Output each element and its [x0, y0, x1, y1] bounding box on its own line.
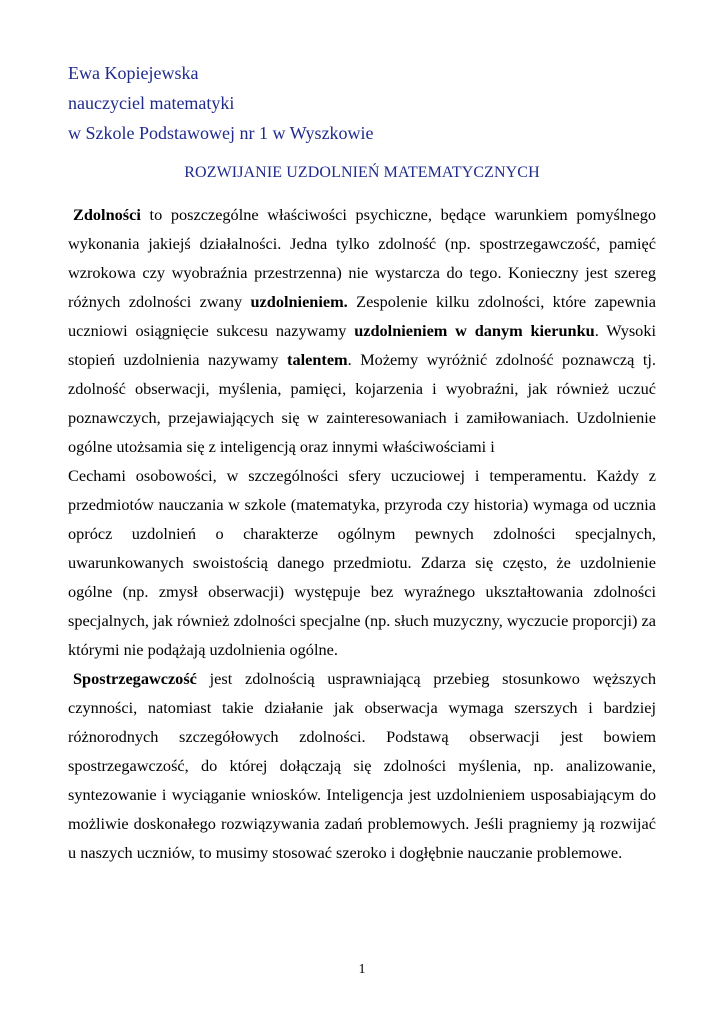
term-talent: talentem — [287, 350, 348, 369]
author-school: w Szkole Podstawowej nr 1 w Wyszkowie — [68, 123, 374, 143]
document-page — [68, 58, 656, 867]
term-zdolnosci: Zdolności — [73, 205, 141, 224]
author-role: nauczyciel matematyki — [68, 93, 235, 113]
page-number: 1 — [358, 962, 366, 977]
term-spostrzegawczosc: Spostrzegawczość — [73, 669, 197, 688]
author-name: Ewa Kopiejewska — [68, 63, 199, 83]
paragraph-2: Cechami osobowości, w szczególności sfery uczuciowej i temperamentu. Każdy z przedmiotów nauczania w szkole (matematyka, przyroda czy historia) wymaga od ucznia oprócz uzdolnień o charakterze ogólnym pewnych zdolności specjalnych, uwarunkowanych swoistością danego przedmiotu. Zdarza się często, że uzdolnienie ogólne (np. zmysł obserwacji) występuje bez wyraźnego ukształtowania zdolności specjalnych, jak również zdolności specjalne (np. słuch muzyczny, wyczucie proporcji) za którymi nie podążają uzdolnienia ogólne. — [68, 466, 657, 659]
term-uzdolnienie-kierunek: uzdolnieniem w danym kierunku — [354, 321, 595, 340]
paragraph-3: Spostrzegawczość jest zdolnością usprawniającą przebieg stosunkowo węższych czynności, natomiast takie działanie jak obserwacja wymaga szerszych i bardziej różnorodnych szczegółowych zdolności. Podstawą obserwacji jest bowiem spostrzegawczość, do której dołączają się zdolności myślenia, np. analizowanie, syntezowanie i wyciąganie wniosków. Inteligencja jest uzdolnieniem usposabiającym do możliwie doskonałego rozwiązywania zadań problemowych. Jeśli pragniemy ją rozwijać u naszych uczniów, to musimy stosować szeroko i dogłębnie nauczanie problemowe. — [68, 669, 656, 862]
paragraph-1: Zdolności to poszczególne właściwości psychiczne, będące warunkiem pomyślnego wykonania jakiejś działalności. Jedna tylko zdolność (np. spostrzegawczość, pamięć wzrokowa czy wyobraźnia przestrzenna) nie wystarcza do tego. Konieczny jest szereg różnych zdolności zwany uzdolnieniem. Zespolenie kilku zdolności, które zapewnia uczniowi osiągnięcie sukcesu nazywamy uzdolnieniem w danym kierunku. Wysoki stopień uzdolnienia nazywamy talentem. Możemy wyróżnić zdolność poznawczą tj. zdolność obserwacji, myślenia, pamięci, kojarzenia i wyobraźni, jak również uczuć poznawczych, przejawiających się w zainteresowaniach i zamiłowaniach. Uzdolnienie ogólne utożsamia się z inteligencją oraz innymi właściwościami i — [68, 205, 657, 456]
term-uzdolnienie: uzdolnieniem. — [250, 292, 348, 311]
document-title: ROZWIJANIE UZDOLNIEŃ MATEMATYCZNYCH — [184, 164, 540, 181]
